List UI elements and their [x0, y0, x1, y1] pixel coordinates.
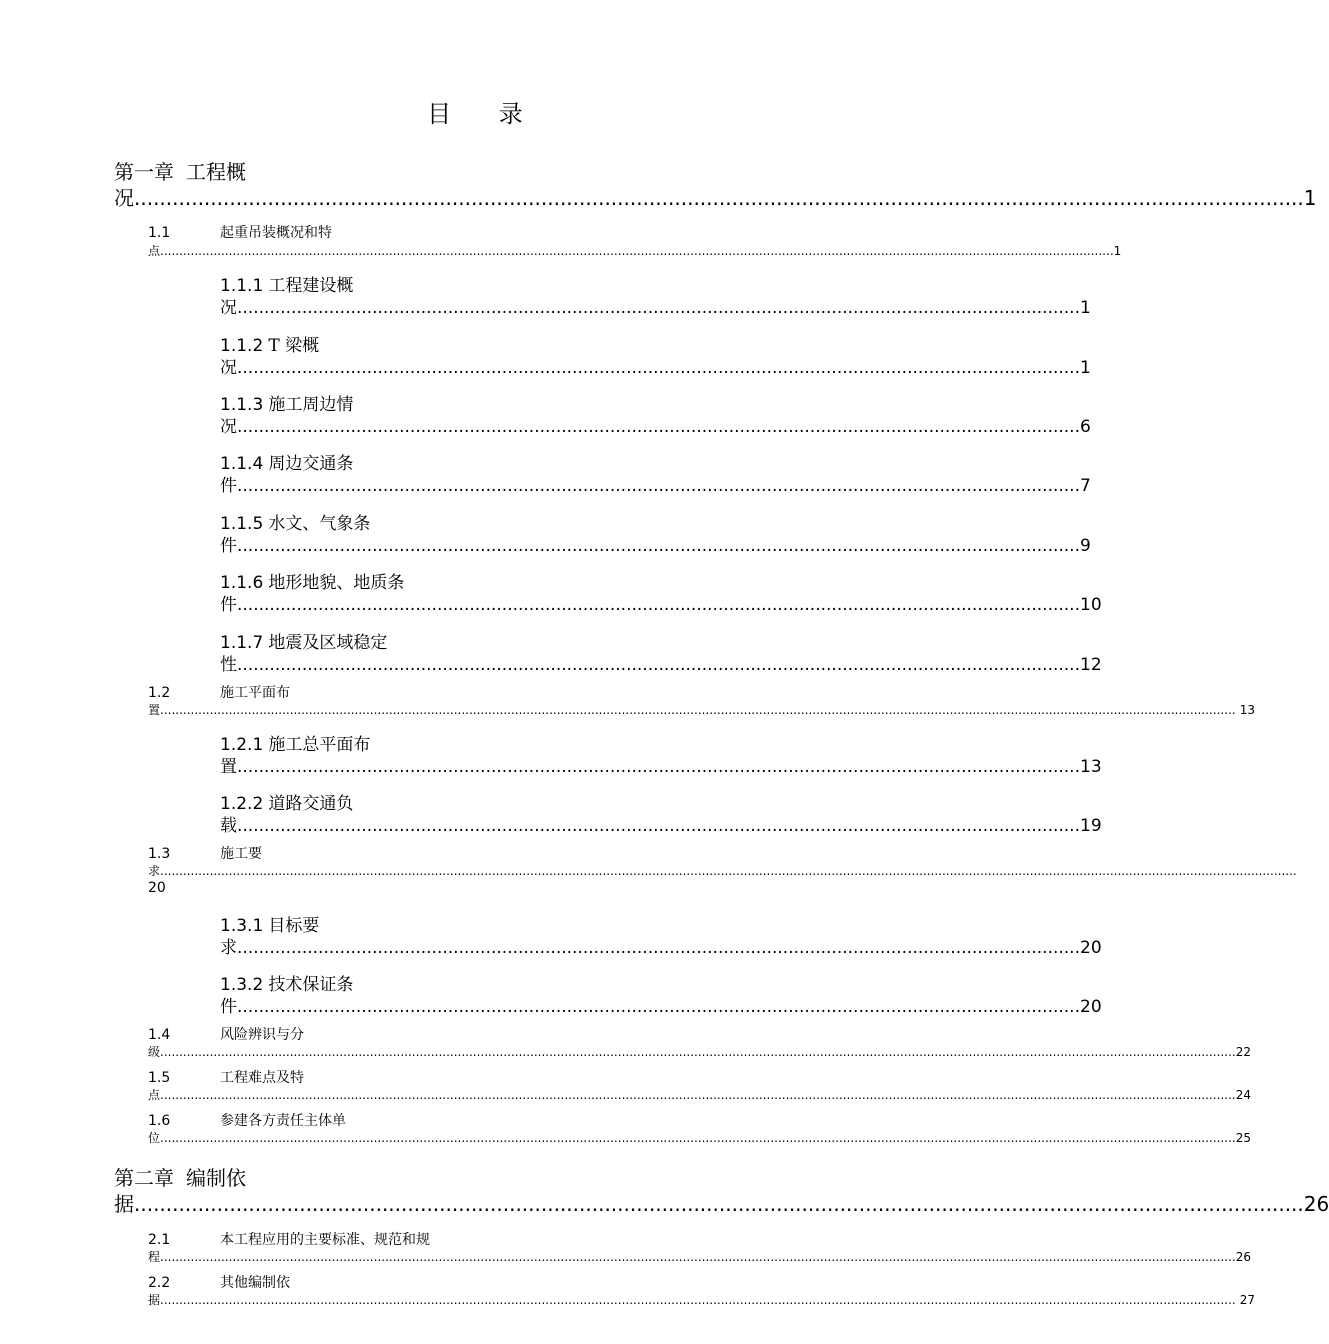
toc-entry-title: 本工程应用的主要标准、规范和规: [220, 1232, 430, 1248]
toc-entry-title-tail: 求: [148, 864, 161, 878]
toc-section-number: 1.6: [148, 1113, 171, 1129]
dot-leader: ............................................................................................................................................................: [237, 536, 1080, 556]
toc-entry-title: 目标要: [268, 916, 320, 936]
toc-entry-title-tail: 况: [114, 186, 134, 210]
toc-entry-title-tail: 据: [148, 1293, 161, 1307]
toc-page-number: 13: [1080, 757, 1102, 777]
toc-page-number: 24: [1235, 1088, 1251, 1102]
dot-leader: ..........................................................................................................................................................................................................................................................................................................: [160, 864, 1297, 878]
dot-leader: ............................................................................................................................................................: [237, 595, 1080, 615]
toc-page-number: 12: [1080, 655, 1102, 675]
toc-entry-title-tail: 载: [220, 816, 237, 836]
toc-section-number: 1.1.2: [220, 336, 264, 356]
toc-page-number: 26: [1235, 1250, 1251, 1264]
toc-entry-title: 道路交通负: [268, 794, 354, 814]
dot-leader: ............................................................................................................................................................: [237, 816, 1080, 836]
toc-page-number: 9: [1080, 536, 1091, 556]
toc-entry-title: 施工平面布: [220, 685, 290, 701]
toc-entry-title-tail: 点: [148, 1088, 161, 1102]
toc-page-number: 1: [1303, 186, 1317, 210]
toc-section-number: 1.1.4: [220, 454, 264, 474]
toc-entry-title: 参建各方责任主体单: [220, 1113, 346, 1129]
toc-entry-title: 工程概: [186, 160, 246, 184]
toc-entry-title: T 梁概: [268, 336, 320, 356]
toc-entry-title-tail: 况: [220, 358, 237, 378]
toc-section-number: 1.1.6: [220, 573, 264, 593]
toc-entry-title-tail: 件: [220, 595, 237, 615]
dot-leader: ............................................................................................................................................................: [237, 757, 1080, 777]
toc-entry-title-tail: 况: [220, 298, 237, 318]
dot-leader: ..........................................................................................................................................................................................................................................................................................: [160, 1250, 1236, 1264]
toc-entry-title: 水文、气象条: [268, 514, 371, 534]
toc-entry-title: 工程建设概: [268, 276, 354, 296]
dot-leader: ..........................................................................................................................................................................................................................................................................................: [160, 1045, 1236, 1059]
toc-section-number: 1.4: [148, 1027, 171, 1043]
toc-page-number: 1: [1080, 358, 1091, 378]
toc-entry-title: 风险辨识与分: [220, 1027, 304, 1043]
toc-entry-title-tail: 据: [114, 1192, 134, 1216]
toc-section-number: 1.3: [148, 846, 171, 862]
toc-entry-title-tail: 件: [220, 536, 237, 556]
page-title: 目 录: [427, 100, 543, 128]
toc-page-number: 19: [1080, 816, 1102, 836]
toc-page-number: 20: [1080, 997, 1102, 1017]
toc-entry-title: 其他编制依: [220, 1275, 290, 1291]
dot-leader: ........................................................................................................................................................................................: [134, 1192, 1304, 1216]
dot-leader: ..........................................................................................................................................................................................................................................................................................: [160, 1088, 1236, 1102]
toc-section-number: 1.5: [148, 1070, 171, 1086]
toc-section-number: 1.2.1: [220, 735, 264, 755]
toc-entry-title: 地震及区域稳定: [268, 633, 388, 653]
toc-section-number: 2.1: [148, 1232, 171, 1248]
toc-entry-title: 地形地貌、地质条: [268, 573, 405, 593]
toc-chapter-number: 第二章: [114, 1166, 174, 1190]
toc-section-number: 1.3.2: [220, 975, 264, 995]
dot-leader: ............................................................................................................................................................: [237, 476, 1080, 496]
toc-entry-title-tail: 点: [148, 244, 161, 258]
toc-page-number: 27: [1239, 1293, 1255, 1307]
toc-entry-title: 施工要: [220, 846, 262, 862]
toc-entry-title: 起重吊装概况和特: [220, 225, 332, 241]
toc-section-number: 1.1.7: [220, 633, 264, 653]
dot-leader: ..........................................................................................................................................................................................................................................................................................: [160, 1131, 1236, 1145]
toc-chapter-number: 第一章: [114, 160, 174, 184]
toc-section-number: 1.1.1: [220, 276, 264, 296]
toc-page-number: 6: [1080, 417, 1091, 437]
toc-entry-title-tail: 位: [148, 1131, 161, 1145]
toc-page-number: 1: [1080, 298, 1091, 318]
dot-leader: ............................................................................................................................................................: [237, 358, 1080, 378]
toc-entry-title: 工程难点及特: [220, 1070, 304, 1086]
toc-page-number: 7: [1080, 476, 1091, 496]
toc-entry-title-tail: 件: [220, 997, 237, 1017]
toc-page-number: 13: [1239, 703, 1255, 717]
toc-entry-title: 施工总平面布: [268, 735, 371, 755]
toc-entry-title-tail: 程: [148, 1250, 161, 1264]
dot-leader: ..........................................................................................................................................................................................................................................................................................: [160, 1293, 1236, 1307]
toc-page-number: 26: [1303, 1192, 1329, 1216]
toc-section-number: 1.1.3: [220, 395, 264, 415]
toc-page-number: 22: [1235, 1045, 1251, 1059]
toc-page-number: 1: [1113, 244, 1122, 258]
toc-section-number: 1.1: [148, 225, 171, 241]
dot-leader: ............................................................................................................................................................: [237, 655, 1080, 675]
toc-entry-title-tail: 求: [220, 938, 237, 958]
toc-entry-title: 施工周边情: [268, 395, 354, 415]
toc-page-number: 10: [1080, 595, 1102, 615]
dot-leader: ............................................................................................................................................................: [237, 938, 1080, 958]
toc-entry-title-tail: 置: [220, 757, 237, 777]
toc-entry-title-tail: 况: [220, 417, 237, 437]
toc-section-number: 1.1.5: [220, 514, 264, 534]
toc-section-number: 1.2.2: [220, 794, 264, 814]
dot-leader: ............................................................................................................................................................: [237, 997, 1080, 1017]
dot-leader: ..........................................................................................................................................................................................................................................................................................: [160, 703, 1236, 717]
toc-section-number: 1.3.1: [220, 916, 264, 936]
toc-entry-title-tail: 置: [148, 703, 161, 717]
dot-leader: ........................................................................................................................................................................................: [134, 186, 1304, 210]
dot-leader: ..........................................................................................................................................................................................................................................................: [160, 244, 1114, 258]
toc-entry-title: 技术保证条: [268, 975, 354, 995]
toc-section-number: 2.2: [148, 1275, 171, 1291]
toc-section-number: 1.2: [148, 685, 171, 701]
toc-page-number: 20: [148, 880, 166, 896]
dot-leader: ............................................................................................................................................................: [237, 417, 1080, 437]
toc-entry-title: 编制依: [186, 1166, 246, 1190]
toc-entry-title-tail: 性: [220, 655, 237, 675]
toc-page-number: 25: [1235, 1131, 1251, 1145]
toc-page-number: 20: [1080, 938, 1102, 958]
toc-entry-title: 周边交通条: [268, 454, 354, 474]
toc-entry-title-tail: 级: [148, 1045, 161, 1059]
dot-leader: ............................................................................................................................................................: [237, 298, 1080, 318]
toc-entry-title-tail: 件: [220, 476, 237, 496]
